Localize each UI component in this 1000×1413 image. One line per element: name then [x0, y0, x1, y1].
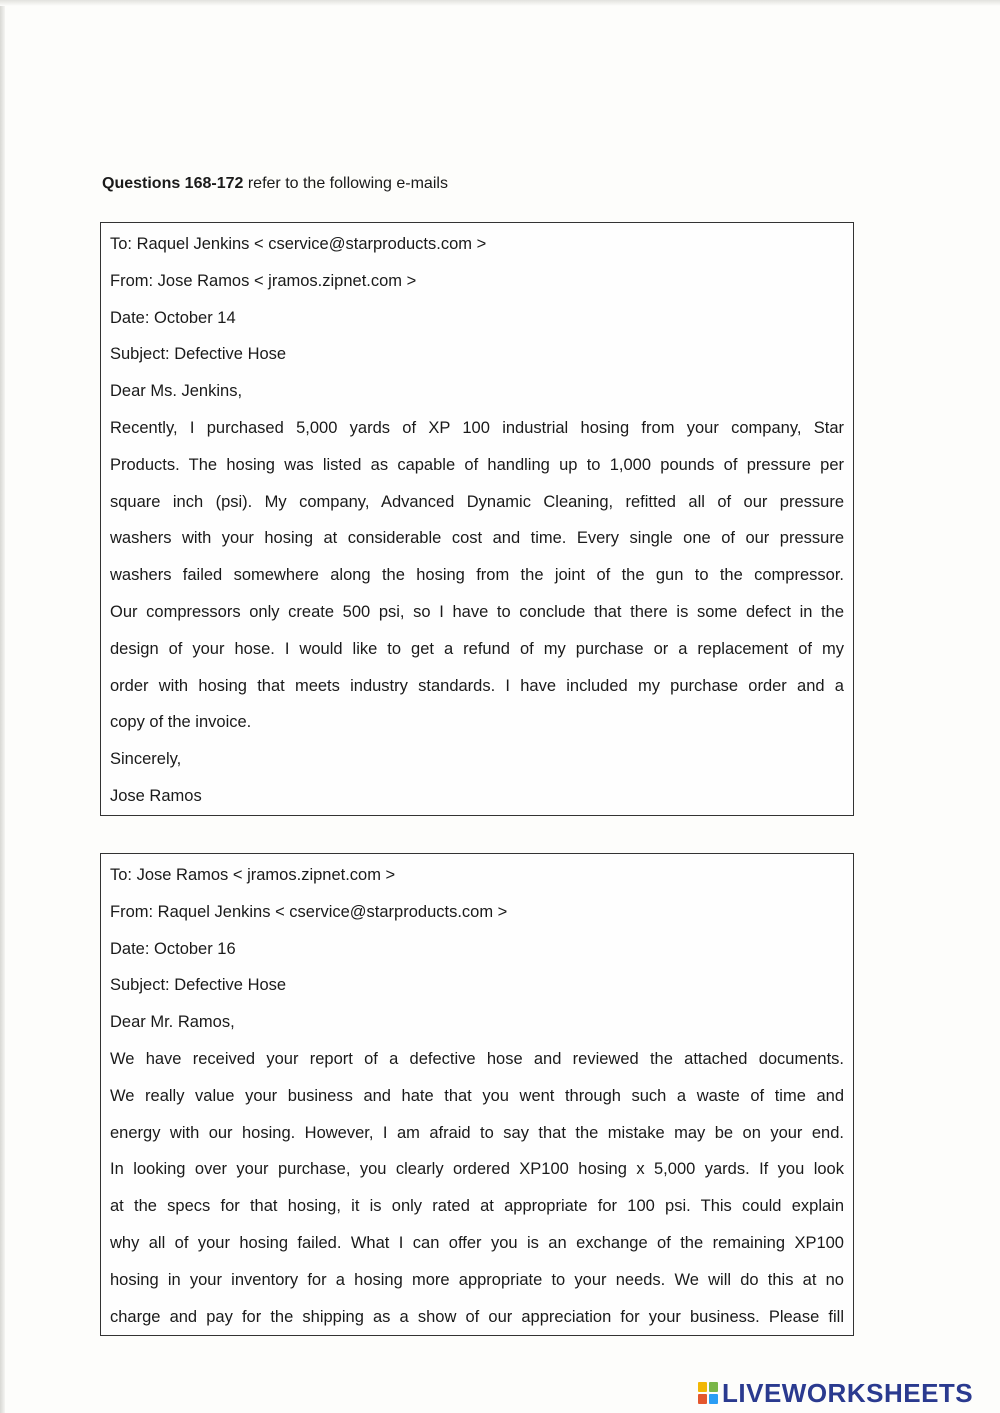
email-1-to: To: Raquel Jenkins < cservice@starproducts.com > [110, 235, 487, 253]
email-1-body-line: Our compressors only create 500 psi, so I have to conclude that there is some defect in the [110, 602, 844, 621]
email-1-from: From: Jose Ramos < jramos.zipnet.com > [110, 271, 417, 290]
email-2-from: From: Raquel Jenkins < cservice@starproducts.com > [110, 902, 508, 921]
email-2-body-line: charge and pay for the shipping as a show of our appreciation for your business. Please fill [110, 1307, 844, 1326]
email-2 [100, 853, 854, 1336]
email-1-body-line: copy of the invoice. [110, 713, 252, 732]
email-1-body [110, 410, 844, 741]
email-1-body-line: order with hosing that meets industry standards. I have included my purchase order and a [110, 676, 844, 695]
email-2-body-line: at the specs for that hosing, it is only rated at appropriate for 100 psi. This could explain [110, 1197, 844, 1216]
questions-intro-text: refer to the following e-mails [243, 175, 448, 192]
email-1-signature: Jose Ramos [110, 786, 202, 805]
questions-range: Questions 168-172 [102, 175, 244, 192]
email-1-body-line: washers with your hosing at considerable cost and time. Every single one of our pressure [110, 529, 844, 548]
email-1-body-line: Products. The hosing was listed as capable of handling up to 1,000 pounds of pressure per [110, 455, 844, 474]
email-2-body [110, 1041, 844, 1335]
email-1-greeting: Dear Ms. Jenkins, [110, 382, 243, 401]
liveworksheets-logo[interactable] [698, 1377, 973, 1409]
email-2-body-line: In looking over your purchase, you clearly ordered XP100 hosing x 5,000 yards. If you look [110, 1160, 844, 1179]
questions-intro [102, 175, 448, 193]
email-2-greeting: Dear Mr. Ramos, [110, 1013, 235, 1032]
email-1-body-line: design of your hose. I would like to get a refund of my purchase or a replacement of my [110, 639, 844, 658]
email-2-date: Date: October 16 [110, 939, 236, 958]
email-2-body-line: We have received your report of a defective hose and reviewed the attached documents. [110, 1049, 844, 1068]
liveworksheets-logo-icon [698, 1382, 718, 1404]
email-2-to: To: Jose Ramos < jramos.zipnet.com > [110, 866, 396, 884]
logo-text: LIVEWORKSHEETS [722, 1377, 974, 1408]
email-1-body-line: square inch (psi). My company, Advanced Dynamic Cleaning, refitted all of our pressure [110, 492, 844, 511]
email-2-subject: Subject: Defective Hose [110, 976, 287, 995]
email-1-date: Date: October 14 [110, 308, 236, 327]
email-1 [100, 222, 854, 816]
email-2-body-line: hosing in your inventory for a hosing more appropriate to your needs. We will do this at no [110, 1270, 844, 1289]
email-2-body-line: why all of your hosing failed. What I can offer you is an exchange of the remaining XP100 [110, 1233, 844, 1252]
scan-edge [0, 0, 5, 1413]
email-1-body-line: Recently, I purchased 5,000 yards of XP 100 industrial hosing from your company, Star [110, 418, 844, 437]
email-1-body-line: washers failed somewhere along the hosing from the joint of the gun to the compressor. [110, 566, 844, 585]
email-1-closing: Sincerely, [110, 750, 182, 769]
email-1-subject: Subject: Defective Hose [110, 345, 287, 364]
email-2-body-line: energy with our hosing. However, I am afraid to say that the mistake may be on your end. [110, 1123, 844, 1142]
email-2-body-line: We really value your business and hate that you went through such a waste of time and [110, 1086, 844, 1105]
scan-top-edge [0, 0, 1000, 6]
